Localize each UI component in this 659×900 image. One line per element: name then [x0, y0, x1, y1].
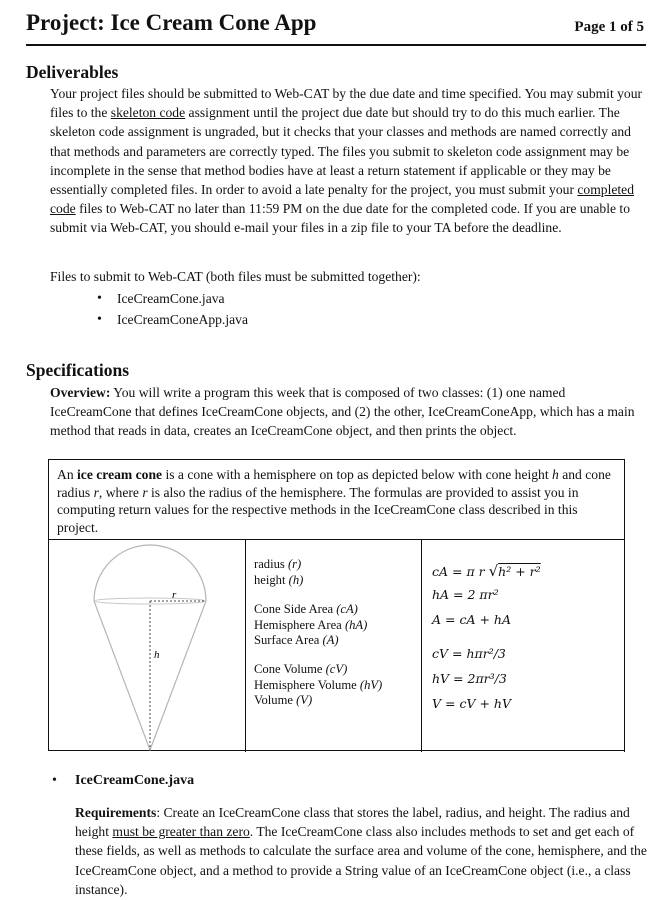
icecreamcone-java-heading: • IceCreamCone.java — [55, 773, 194, 789]
formula-box — [48, 459, 625, 751]
overview-label: Overview: — [50, 385, 111, 400]
names-group-1: radius (r) height (h) — [254, 557, 304, 587]
names-group-3: Cone Volume (cV) Hemisphere Volume (hV) Volume (V) — [254, 662, 383, 707]
formula-hemisphere-volume: hV = 2πr³/3 — [432, 671, 507, 686]
specifications-heading: Specifications — [26, 360, 130, 380]
formula-table-row — [48, 539, 625, 753]
completed-code-link: completed code — [50, 182, 635, 217]
overview-text: You will write a program this week that is composed of two classes: (1) one named IceCreamCone that defines IceCreamCone objects, and (2) the other, IceCreamConeApp, which has a main method that reads in data, creates an IceCreamCone object, and then prints the object. — [50, 385, 635, 439]
formulas-cell — [422, 540, 625, 752]
deliverables-heading: Deliverables — [26, 62, 119, 82]
radius-label: r — [172, 589, 177, 601]
formula-cone-area: cA = π r √h² + r² — [432, 562, 541, 580]
overview-paragraph — [50, 383, 646, 441]
requirements-paragraph: Requirements: Create an IceCreamCone class that stores the label, radius, and height. The radius and height must be greater than zero. The IceCreamCone class also includes methods to set and get each of these fields, as well as methods to calculate the surface area and volume of the cone, hemisphere, and the IceCreamCone object, and a method to provide a String value of an IceCreamCone object (i.e., a class instance). — [75, 805, 647, 897]
files-list — [97, 288, 248, 330]
page-number: Page 1 of 5 — [574, 19, 644, 35]
cone-figure-cell — [48, 540, 246, 752]
ice-cream-cone-diagram — [48, 540, 246, 752]
document-title: Project: Ice Cream Cone App — [26, 10, 317, 35]
file-item: • IceCreamConeApp.java — [97, 309, 248, 330]
formula-surface-area: A = cA + hA — [432, 612, 511, 627]
requirements-label: Requirements — [75, 805, 157, 820]
files-intro: Files to submit to Web-CAT (both files must be submitted together): — [50, 269, 421, 284]
must-be-greater-than-zero: must be greater than zero — [112, 824, 250, 840]
formula-cone-volume: cV = hπr²/3 — [432, 646, 506, 661]
names-group-2: Cone Side Area (cA) Hemisphere Area (hA) Surface Area (A) — [254, 602, 368, 647]
formula-box-intro: An ice cream cone is a cone with a hemisphere on top as depicted below with cone height h and cone radius r, where r is also the radius of the hemisphere. The formulas are provided to assist you in computing return values for the respective methods in the IceCreamCone class described in this project. — [57, 467, 611, 535]
formula-volume: V = cV + hV — [432, 696, 511, 711]
formula-hemisphere-area: hA = 2 πr² — [432, 587, 499, 602]
file-item: • IceCreamCone.java — [97, 288, 248, 309]
deliverables-text-1: Your project files should be submitted to Web-CAT by the due date and time specified. You may submit your files to the — [50, 86, 643, 121]
skeleton-code-link: skeleton code — [110, 105, 186, 121]
height-label: h — [154, 649, 160, 661]
deliverables-text-3: files to Web-CAT no later than 11:59 PM on the due date for the completed code. If you are unable to submit via Web-CAT, you should e-mail your files in a zip file to your TA before the deadline. — [50, 201, 631, 236]
deliverables-text-2: assignment until the project due date but should try to do this much earlier. The skeleton code assignment is ungraded, but it checks that your classes and methods are named correctly and that methods and parameters are correctly typed. The files you submit to skeleton code assignment may be incomplete in the sense that method bodies have at least a return statement if applicable or they may be essentially completed files. In order to avoid a late penalty for the project, you must submit your — [50, 105, 631, 198]
page-header — [26, 8, 646, 46]
variable-names-cell — [246, 540, 422, 752]
deliverables-paragraph — [50, 84, 644, 238]
